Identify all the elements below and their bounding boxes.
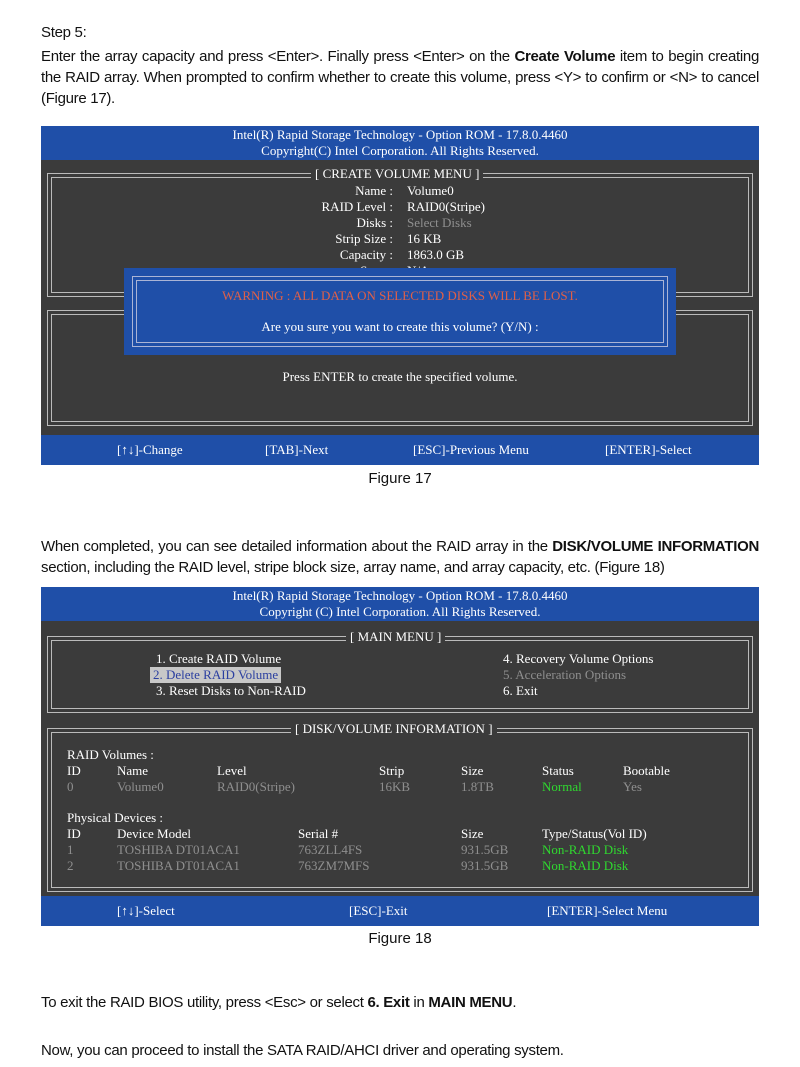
figure-17-screen <box>41 126 759 465</box>
bios-header-copyright: Copyright(C) Intel Corporation. All Rights Reserved. <box>261 143 539 158</box>
col-level: Level <box>217 763 247 778</box>
col-type-status: Type/Status(Vol ID) <box>542 826 647 841</box>
col-serial: Serial # <box>298 826 339 841</box>
col-size: Size <box>461 826 484 841</box>
exit-note-bold1: 6. Exit <box>367 994 410 1011</box>
menu-create-raid-volume[interactable]: 1. Create RAID Volume <box>156 651 282 666</box>
menu-reset-disks[interactable]: 3. Reset Disks to Non-RAID <box>156 683 306 698</box>
exit-note <box>41 992 759 1013</box>
device-cell: 931.5GB <box>461 858 509 873</box>
footer-change-hint: [↑↓]-Change <box>117 442 183 457</box>
field-label: Capacity : <box>339 247 393 262</box>
footer-next-hint: [TAB]-Next <box>265 442 329 457</box>
completed-paragraph <box>41 536 759 578</box>
bios-footer <box>41 896 759 926</box>
exit-note-bold2: MAIN MENU <box>428 994 513 1011</box>
exit-note-post: . <box>512 994 517 1011</box>
bios-header-copyright: Copyright (C) Intel Corporation. All Rights Reserved. <box>259 604 541 619</box>
device-cell: 1 <box>67 842 74 857</box>
completed-text-post: section, including the RAID level, stripe block size, array name, and array capacity, etc. (Figure 18) <box>41 559 665 576</box>
device-cell: 763ZLL4FS <box>298 842 363 857</box>
final-note: Now, you can proceed to install the SATA RAID/AHCI driver and operating system. <box>41 1042 564 1059</box>
field-label: Strip Size : <box>335 231 393 246</box>
step-text-post: item to begin creating the RAID array. When prompted to confirm whether to create this volume, press <Y> to confirm or <N> to cancel (Figure 17). <box>41 48 759 107</box>
device-cell: 931.5GB <box>461 842 509 857</box>
bios-header <box>41 587 759 621</box>
footer-exit-hint: [ESC]-Exit <box>349 903 408 918</box>
device-cell: 2 <box>67 858 74 873</box>
bios-footer <box>41 435 759 465</box>
volume-cell: 1.8TB <box>461 779 494 794</box>
volume-cell: Volume0 <box>117 779 164 794</box>
col-name: Name <box>117 763 149 778</box>
col-device-model: Device Model <box>117 826 192 841</box>
col-id: ID <box>67 763 81 778</box>
figure-17-caption: Figure 17 <box>368 470 432 487</box>
menu-exit[interactable]: 6. Exit <box>503 683 538 698</box>
exit-note-pre: To exit the RAID BIOS utility, press <Esc> or select <box>41 994 368 1011</box>
col-id: ID <box>67 826 81 841</box>
col-bootable: Bootable <box>623 763 670 778</box>
completed-text-bold: DISK/VOLUME INFORMATION <box>552 538 759 555</box>
volume-cell: 0 <box>67 779 74 794</box>
col-strip: Strip <box>379 763 405 778</box>
field-label: Disks : <box>356 215 393 230</box>
name-field[interactable]: Volume0 <box>407 183 454 198</box>
col-size: Size <box>461 763 484 778</box>
volume-cell: RAID0(Stripe) <box>217 779 295 794</box>
col-status: Status <box>542 763 574 778</box>
device-status: Non-RAID Disk <box>542 842 629 857</box>
figure-18-screen <box>41 587 759 926</box>
bios-header-title: Intel(R) Rapid Storage Technology - Option ROM - 17.8.0.4460 <box>232 127 568 142</box>
step-text-pre: Enter the array capacity and press <Enter>. Finally press <Enter> on the <box>41 48 515 65</box>
warning-text: WARNING : ALL DATA ON SELECTED DISKS WILL BE LOST. <box>222 288 578 303</box>
volume-status: Normal <box>542 779 582 794</box>
raid-volumes-label: RAID Volumes : <box>67 747 154 762</box>
volume-cell: Yes <box>623 779 642 794</box>
create-volume-title: [ CREATE VOLUME MENU ] <box>311 167 483 181</box>
bios-header <box>41 126 759 160</box>
field-label: Name : <box>355 183 393 198</box>
menu-recovery-options[interactable]: 4. Recovery Volume Options <box>503 651 654 666</box>
bios-header-title: Intel(R) Rapid Storage Technology - Option ROM - 17.8.0.4460 <box>232 588 568 603</box>
disk-volume-info-title: [ DISK/VOLUME INFORMATION ] <box>291 722 497 736</box>
menu-acceleration-options[interactable]: 5. Acceleration Options <box>503 667 627 682</box>
menu-delete-raid-volume[interactable]: 2. Delete RAID Volume <box>150 667 281 683</box>
footer-previous-hint: [ESC]-Previous Menu <box>413 442 529 457</box>
device-cell: TOSHIBA DT01ACA1 <box>117 858 240 873</box>
step-5-paragraph <box>41 46 759 109</box>
confirm-dialog <box>124 268 676 355</box>
strip-size-field[interactable]: 16 KB <box>407 231 442 246</box>
device-cell: 763ZM7MFS <box>298 858 370 873</box>
main-menu-title: [ MAIN MENU ] <box>346 630 445 644</box>
physical-devices-label: Physical Devices : <box>67 810 164 825</box>
footer-select-hint: [ENTER]-Select <box>605 442 692 457</box>
footer-select-menu-hint: [ENTER]-Select Menu <box>547 903 668 918</box>
device-cell: TOSHIBA DT01ACA1 <box>117 842 240 857</box>
exit-note-mid: in <box>409 994 429 1011</box>
step-text-bold: Create Volume <box>514 48 616 65</box>
step-heading: Step 5: <box>41 24 87 41</box>
field-label: RAID Level : <box>321 199 393 214</box>
help-text: Press ENTER to create the specified volume. <box>282 369 518 384</box>
completed-text-pre: When completed, you can see detailed information about the RAID array in the <box>41 538 553 555</box>
dialog-border <box>132 276 668 347</box>
device-status: Non-RAID Disk <box>542 858 629 873</box>
volume-cell: 16KB <box>379 779 411 794</box>
footer-select-hint: [↑↓]-Select <box>117 903 175 918</box>
confirm-prompt[interactable]: Are you sure you want to create this volume? (Y/N) : <box>261 319 539 334</box>
capacity-field[interactable]: 1863.0 GB <box>407 247 465 262</box>
disks-field[interactable]: Select Disks <box>407 215 472 230</box>
figure-18-caption: Figure 18 <box>368 930 432 947</box>
raid-level-field[interactable]: RAID0(Stripe) <box>407 199 485 214</box>
